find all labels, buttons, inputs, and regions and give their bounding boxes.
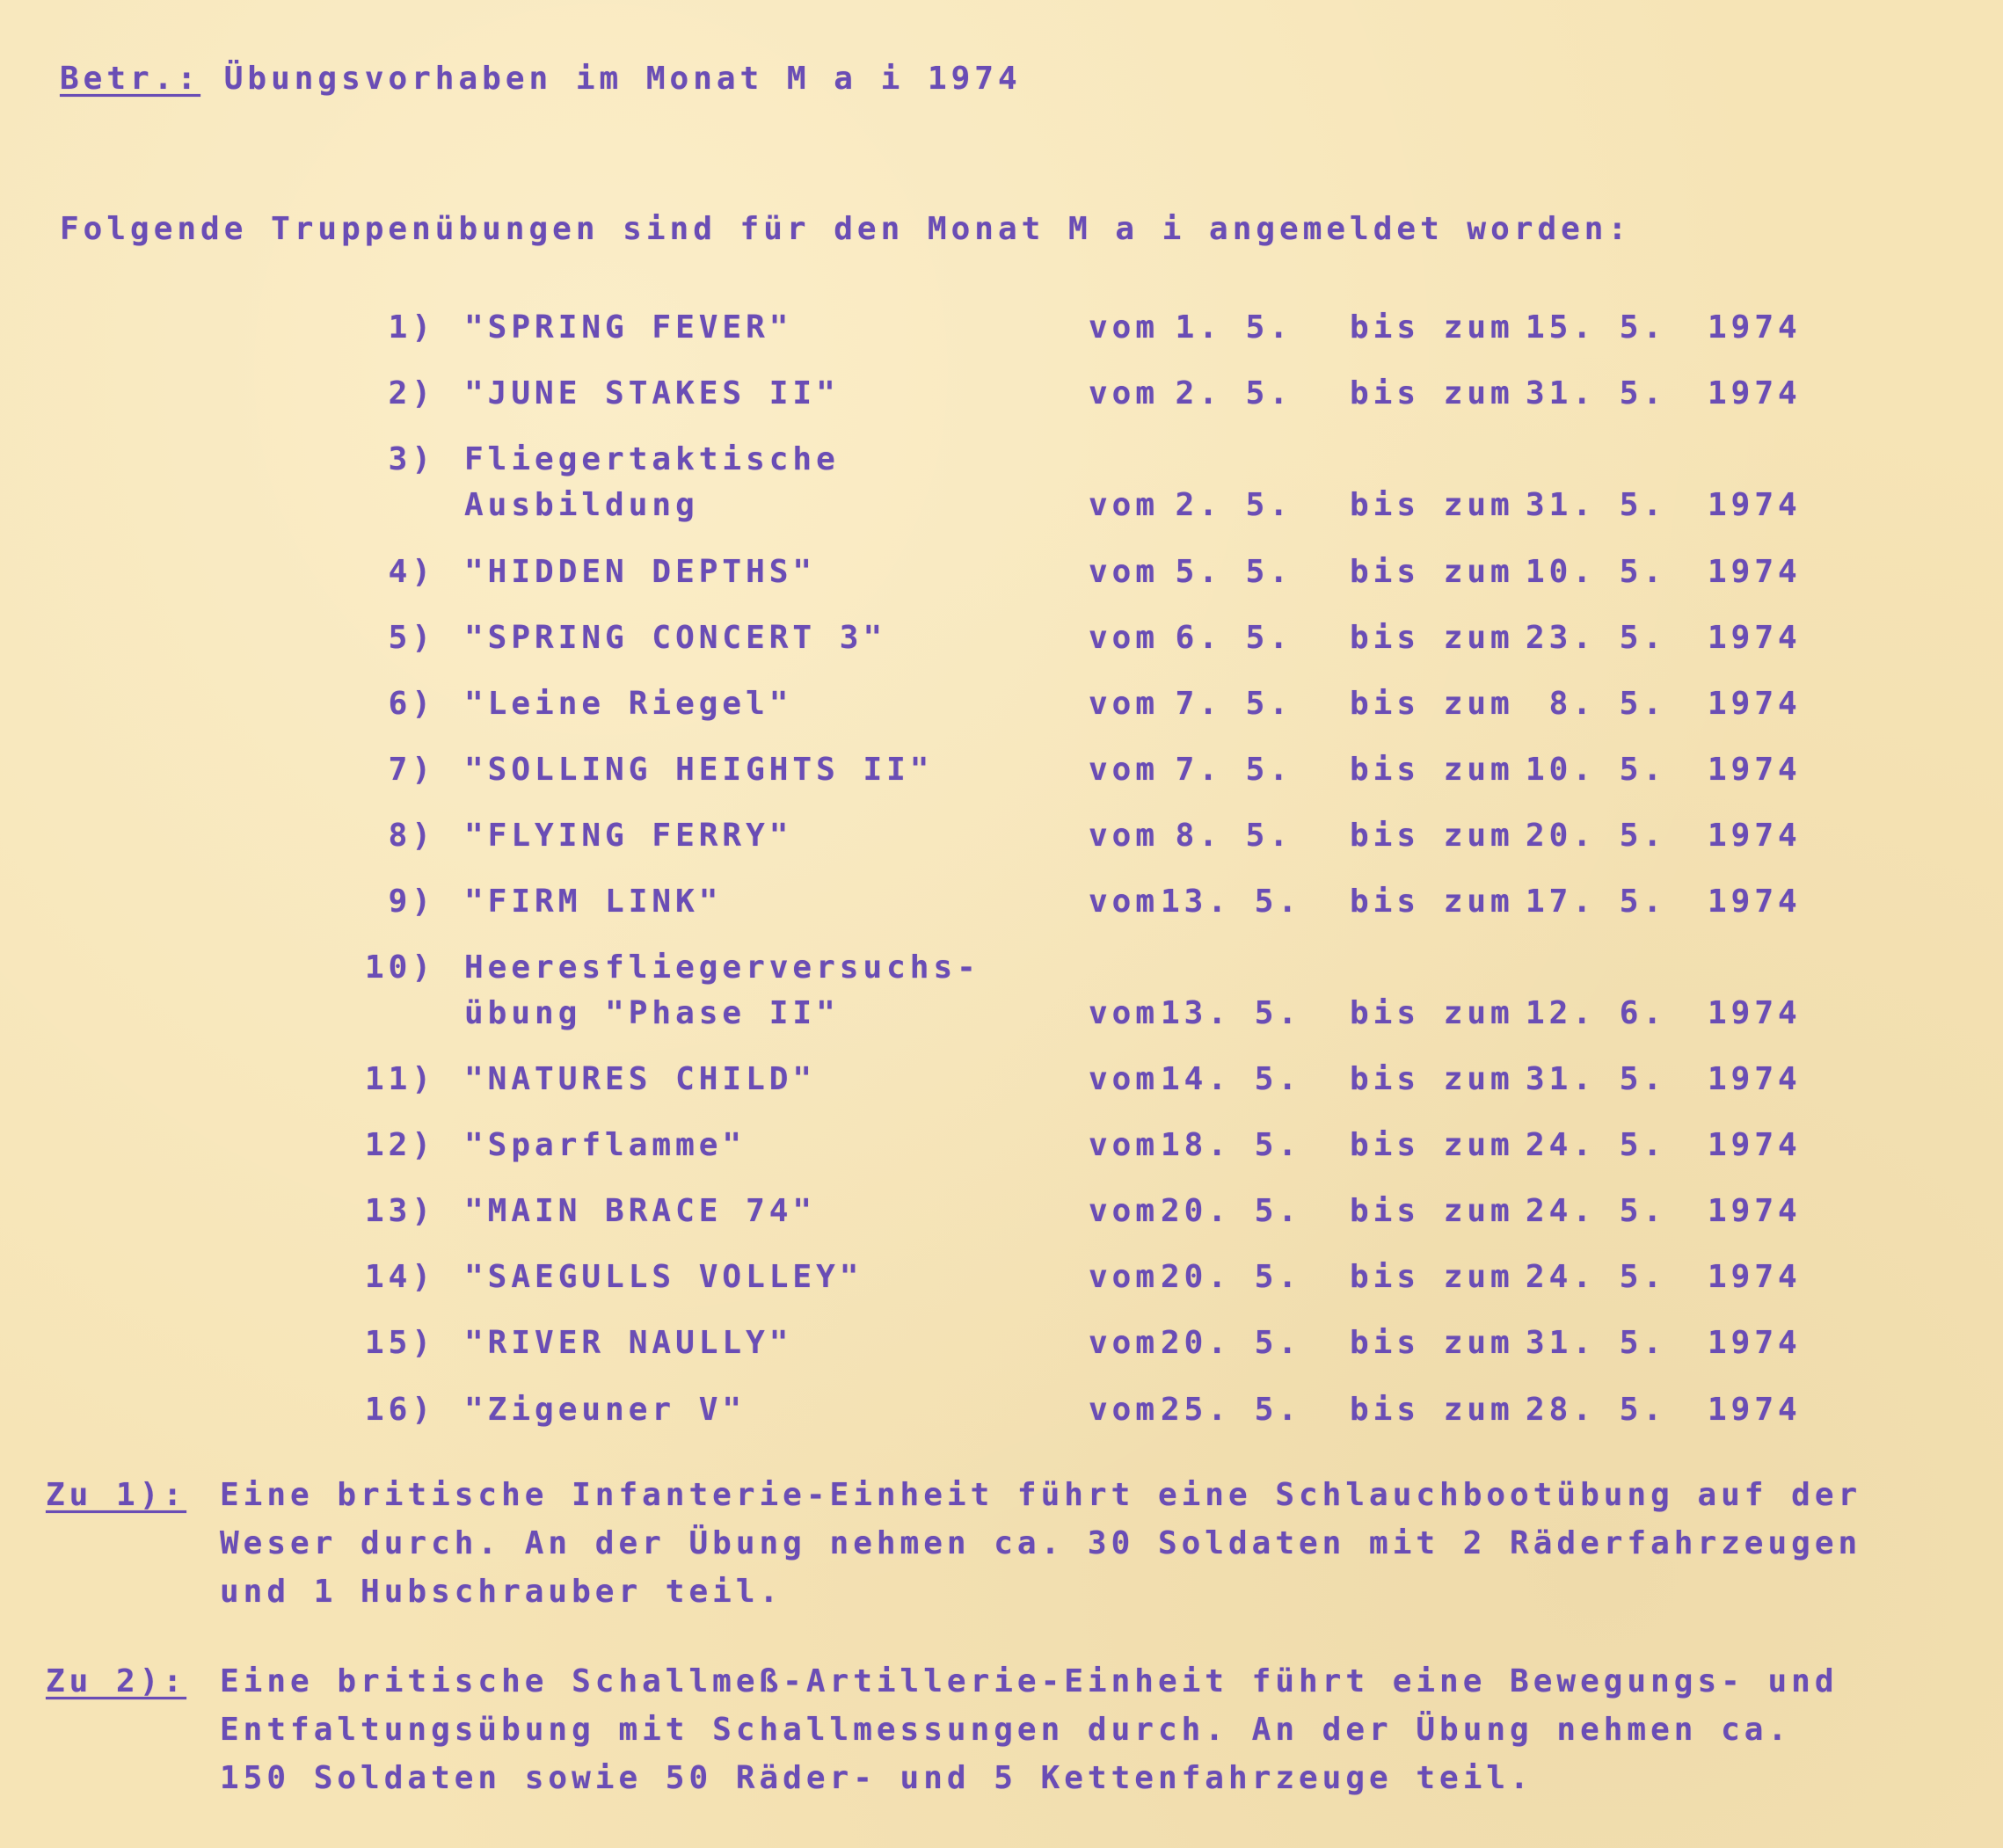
date-to: 31. 5.	[1526, 487, 1667, 523]
date-word-from: vom	[1089, 884, 1160, 920]
date-from: 14. 5.	[1161, 1061, 1302, 1097]
date-to: 31. 5.	[1526, 375, 1667, 411]
date-to: 17. 5.	[1526, 884, 1667, 920]
exercise-name: "SPRING FEVER"	[464, 309, 793, 346]
exercise-name: "FLYING FERRY"	[464, 818, 793, 854]
date-from: 6. 5.	[1175, 620, 1293, 656]
date-from: 20. 5.	[1161, 1259, 1302, 1295]
subject-line	[60, 63, 1022, 95]
date-from: 25. 5.	[1161, 1392, 1302, 1428]
exercise-number: 4)	[388, 554, 435, 590]
exercise-name-line2: Ausbildung	[464, 487, 699, 523]
date-word-from: vom	[1089, 1061, 1160, 1097]
date-from: 7. 5.	[1175, 752, 1293, 788]
date-to: 24. 5.	[1526, 1193, 1667, 1229]
date-word-to: bis zum	[1350, 620, 1514, 656]
exercise-name: "SPRING CONCERT 3"	[464, 620, 887, 656]
date-word-to: bis zum	[1350, 375, 1514, 411]
date-word-from: vom	[1089, 995, 1160, 1031]
date-word-to: bis zum	[1350, 1325, 1514, 1361]
date-word-from: vom	[1089, 1127, 1160, 1163]
date-to: 15. 5.	[1526, 309, 1667, 346]
date-year: 1974	[1708, 620, 1802, 656]
note-line: Eine britische Infanterie-Einheit führt eine Schlauchbootübung auf der	[220, 1477, 1862, 1513]
exercise-number: 16)	[364, 1392, 435, 1428]
exercise-number: 8)	[388, 818, 435, 854]
date-word-to: bis zum	[1350, 1061, 1514, 1097]
date-word-to: bis zum	[1350, 818, 1514, 854]
exercise-number: 14)	[364, 1259, 435, 1295]
date-word-from: vom	[1089, 487, 1160, 523]
date-from: 20. 5.	[1161, 1325, 1302, 1361]
date-word-to: bis zum	[1350, 686, 1514, 722]
exercise-name: Heeresfliegerversuchs-	[464, 949, 980, 986]
date-year: 1974	[1708, 375, 1802, 411]
exercise-name: "HIDDEN DEPTHS"	[464, 554, 817, 590]
date-to: 8. 5.	[1548, 686, 1666, 722]
date-to: 31. 5.	[1526, 1325, 1667, 1361]
exercise-name: "RIVER NAULLY"	[464, 1325, 793, 1361]
date-from: 20. 5.	[1161, 1193, 1302, 1229]
exercise-number: 3)	[388, 441, 435, 477]
note-line: Entfaltungsübung mit Schallmessungen durch. An der Übung nehmen ca.	[220, 1712, 1792, 1748]
subject-label: Betr.:	[60, 61, 201, 97]
date-word-from: vom	[1089, 752, 1160, 788]
date-word-from: vom	[1089, 686, 1160, 722]
date-year: 1974	[1708, 818, 1802, 854]
date-year: 1974	[1708, 309, 1802, 346]
exercise-number: 15)	[364, 1325, 435, 1361]
note-line: Weser durch. An der Übung nehmen ca. 30 Soldaten mit 2 Räderfahrzeugen	[220, 1525, 1862, 1561]
date-from: 7. 5.	[1175, 686, 1293, 722]
date-to: 24. 5.	[1526, 1259, 1667, 1295]
exercise-name: "Sparflamme"	[464, 1127, 747, 1163]
date-year: 1974	[1708, 1193, 1802, 1229]
exercise-number: 5)	[388, 620, 435, 656]
date-word-to: bis zum	[1350, 554, 1514, 590]
date-year: 1974	[1708, 1259, 1802, 1295]
date-to: 10. 5.	[1526, 554, 1667, 590]
date-from: 2. 5.	[1175, 487, 1293, 523]
date-word-to: bis zum	[1350, 309, 1514, 346]
date-to: 20. 5.	[1526, 818, 1667, 854]
subject-text: Übungsvorhaben im Monat M a i 1974	[223, 61, 1022, 97]
note-line: 150 Soldaten sowie 50 Räder- und 5 Kettenfahrzeuge teil.	[220, 1760, 1533, 1796]
date-word-from: vom	[1089, 1392, 1160, 1428]
date-to: 12. 6.	[1526, 995, 1667, 1031]
note-line: Eine britische Schallmeß-Artillerie-Einheit führt eine Bewegungs- und	[220, 1663, 1839, 1699]
date-year: 1974	[1708, 1127, 1802, 1163]
date-from: 13. 5.	[1161, 995, 1302, 1031]
date-to: 24. 5.	[1526, 1127, 1667, 1163]
exercise-name: Fliegertaktische	[464, 441, 840, 477]
date-to: 10. 5.	[1526, 752, 1667, 788]
date-to: 28. 5.	[1526, 1392, 1667, 1428]
date-word-from: vom	[1089, 620, 1160, 656]
exercise-number: 12)	[364, 1127, 435, 1163]
date-word-to: bis zum	[1350, 884, 1514, 920]
exercise-name: "NATURES CHILD"	[464, 1061, 817, 1097]
date-word-from: vom	[1089, 309, 1160, 346]
exercise-number: 11)	[364, 1061, 435, 1097]
date-year: 1974	[1708, 995, 1802, 1031]
exercise-number: 9)	[388, 884, 435, 920]
exercise-name: "Zigeuner V"	[464, 1392, 747, 1428]
date-word-from: vom	[1089, 554, 1160, 590]
date-year: 1974	[1708, 1061, 1802, 1097]
exercise-number: 2)	[388, 375, 435, 411]
exercise-name: "Leine Riegel"	[464, 686, 793, 722]
date-word-from: vom	[1089, 375, 1160, 411]
note-label: Zu 2):	[46, 1663, 187, 1699]
date-word-to: bis zum	[1350, 995, 1514, 1031]
date-from: 5. 5.	[1175, 554, 1293, 590]
date-to: 31. 5.	[1526, 1061, 1667, 1097]
date-word-to: bis zum	[1350, 1259, 1514, 1295]
exercise-name-line2: übung "Phase II"	[464, 995, 840, 1031]
date-year: 1974	[1708, 1392, 1802, 1428]
date-word-from: vom	[1089, 1193, 1160, 1229]
date-word-to: bis zum	[1350, 752, 1514, 788]
intro-text: Folgende Truppenübungen sind für den Monat M a i angemeldet worden:	[60, 211, 1632, 247]
date-year: 1974	[1708, 554, 1802, 590]
date-from: 8. 5.	[1175, 818, 1293, 854]
exercise-number: 10)	[364, 949, 435, 986]
date-year: 1974	[1708, 487, 1802, 523]
exercise-name: "JUNE STAKES II"	[464, 375, 840, 411]
exercise-name: "MAIN BRACE 74"	[464, 1193, 817, 1229]
exercise-number: 13)	[364, 1193, 435, 1229]
date-year: 1974	[1708, 752, 1802, 788]
exercise-number: 7)	[388, 752, 435, 788]
date-year: 1974	[1708, 884, 1802, 920]
exercise-number: 1)	[388, 309, 435, 346]
date-from: 2. 5.	[1175, 375, 1293, 411]
date-word-to: bis zum	[1350, 1392, 1514, 1428]
date-word-from: vom	[1089, 1325, 1160, 1361]
date-from: 13. 5.	[1161, 884, 1302, 920]
exercise-name: "SAEGULLS VOLLEY"	[464, 1259, 863, 1295]
date-from: 1. 5.	[1175, 309, 1293, 346]
exercise-name: "FIRM LINK"	[464, 884, 723, 920]
note-label: Zu 1):	[46, 1477, 187, 1513]
date-word-to: bis zum	[1350, 487, 1514, 523]
exercise-name: "SOLLING HEIGHTS II"	[464, 752, 934, 788]
date-word-from: vom	[1089, 818, 1160, 854]
date-word-from: vom	[1089, 1259, 1160, 1295]
date-year: 1974	[1708, 1325, 1802, 1361]
date-word-to: bis zum	[1350, 1127, 1514, 1163]
exercise-number: 6)	[388, 686, 435, 722]
note-line: und 1 Hubschrauber teil.	[220, 1574, 783, 1610]
date-to: 23. 5.	[1526, 620, 1667, 656]
date-word-to: bis zum	[1350, 1193, 1514, 1229]
date-from: 18. 5.	[1161, 1127, 1302, 1163]
date-year: 1974	[1708, 686, 1802, 722]
